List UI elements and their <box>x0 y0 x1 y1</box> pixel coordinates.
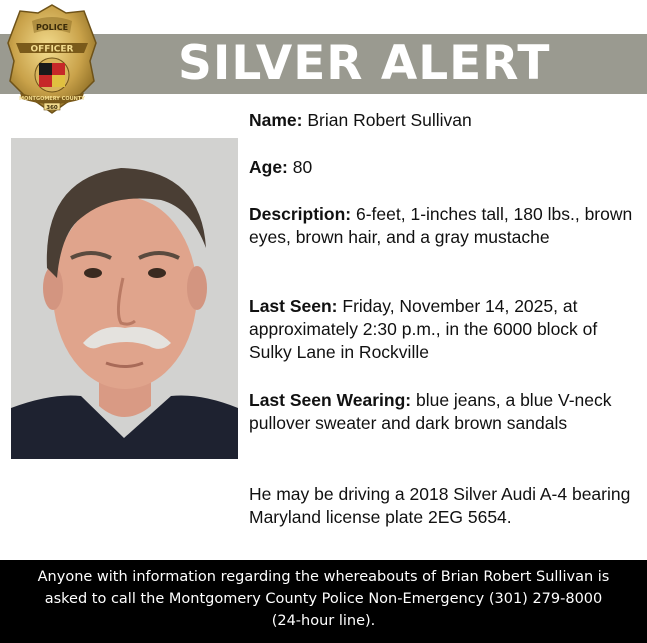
name-label: Name: <box>249 110 303 130</box>
police-badge-icon <box>6 3 98 115</box>
last-seen-row <box>249 295 641 364</box>
name-row <box>249 109 472 132</box>
badge-county-text: MONTGOMERY COUNTY <box>19 96 85 102</box>
contact-footer <box>0 560 647 643</box>
footer-line-3: (24-hour line). <box>271 613 376 629</box>
last-seen-label: Last Seen: <box>249 296 338 316</box>
description-row <box>249 203 641 249</box>
alert-title: SILVER ALERT <box>178 36 551 91</box>
footer-line-2: asked to call the Montgomery County Police Non-Emergency (301) 279-8000 <box>44 591 603 607</box>
footer-line-1: Anyone with information regarding the whereabouts of Brian Robert Sullivan is <box>37 569 610 585</box>
age-label: Age: <box>249 157 288 177</box>
description-value: 6-feet, 1-inches tall, 180 lbs., brown eyes, brown hair, and a gray mustache <box>249 204 633 247</box>
age-row <box>249 156 312 179</box>
age-value: 80 <box>292 157 313 177</box>
badge-police-text: POLICE <box>35 23 69 32</box>
badge-number: 360 <box>46 105 58 111</box>
wearing-row <box>249 389 641 435</box>
last-seen-value: Friday, November 14, 2025, at approximately 2:30 p.m., in the 6000 block of Sulky Lane in Rockville <box>249 296 598 362</box>
badge-officer-text: OFFICER <box>30 44 74 55</box>
person-photo <box>11 138 238 459</box>
name-value: Brian Robert Sullivan <box>307 110 472 130</box>
wearing-label: Last Seen Wearing: <box>249 390 412 410</box>
wearing-value: blue jeans, a blue V-neck pullover sweater and dark brown sandals <box>249 390 612 433</box>
description-label: Description: <box>249 204 352 224</box>
vehicle-note: He may be driving a 2018 Silver Audi A-4 bearing Maryland license plate 2EG 5654. <box>249 484 631 527</box>
